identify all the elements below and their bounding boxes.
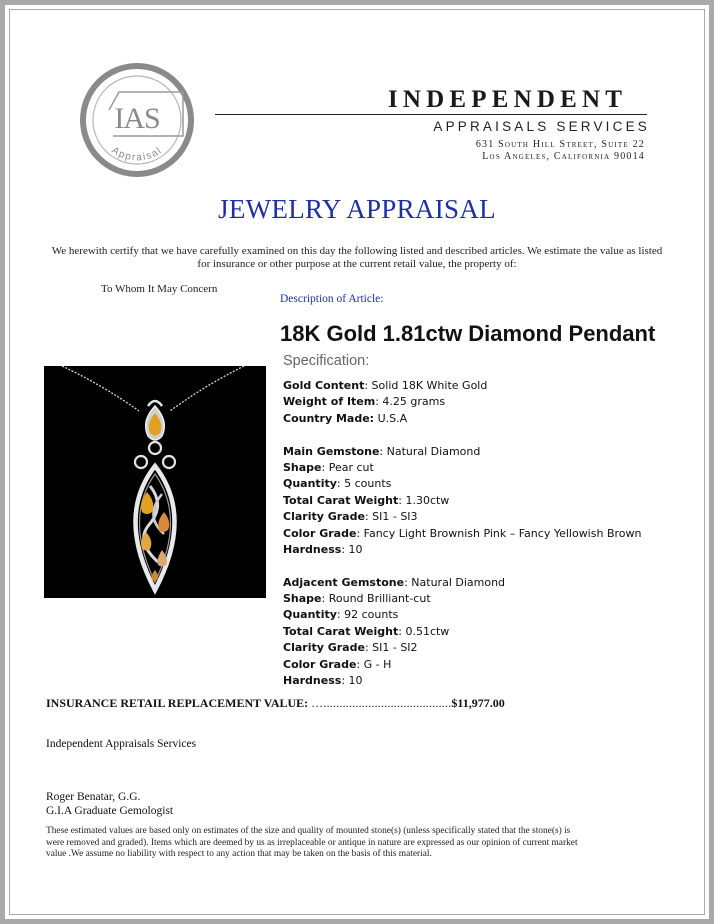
disclaimer: These estimated values are based only on estimates of the size and quality of mounted stone(s) (unless specifically stated that the stone(s) is were removed and graded). Items which are deemed by us as irreplaceable or antique in nature are expressed as our opinion of current market value .We assume no liability with respect to any action that may be taken on the basis of this material.: [46, 826, 578, 860]
spec-country: Country Made: U.S.A: [283, 411, 408, 425]
spec-main-hardness: Hardness: 10: [283, 542, 363, 556]
spec-weight: Weight of Item: 4.25 grams: [283, 395, 446, 409]
description-label: Description of Article:: [280, 293, 384, 305]
certification-text: We herewith certify that we have carefully examined on this day the following listed and described articles. We estimate the value as listed for insurance or other purpose at the current retail value, the property of:: [51, 245, 663, 270]
spec-main-color: Color Grade: Fancy Light Brownish Pink – Fancy Yellowish Brown: [283, 526, 642, 540]
spec-adjacent-gemstone: Adjacent Gemstone: Natural Diamond: [283, 575, 506, 589]
company-name: INDEPENDENT: [388, 86, 628, 113]
signer-name: Roger Benatar, G.G.: [46, 791, 141, 803]
spec-main-clarity: Clarity Grade: SI1 - SI3: [283, 510, 418, 524]
spec-adjacent-color: Color Grade: G - H: [283, 657, 392, 671]
footer-company: Independent Appraisals Services: [46, 738, 197, 750]
insurance-label: INSURANCE RETAIL REPLACEMENT VALUE:: [46, 696, 309, 710]
spec-main-shape: Shape: Pear cut: [283, 460, 374, 474]
company-subtitle: APPRAISALS SERVICES: [433, 119, 650, 134]
company-address-line2: Los Angeles, California 90014: [482, 151, 645, 162]
spec-adjacent-shape: Shape: Round Brilliant-cut: [283, 592, 431, 606]
insurance-value-line: [46, 696, 505, 711]
spec-gold-content: Gold Content: Solid 18K White Gold: [283, 379, 488, 392]
spec-adjacent-quantity: Quantity: 92 counts: [283, 608, 399, 622]
spec-main-gemstone: Main Gemstone: Natural Diamond: [283, 444, 481, 458]
pendant-photo: [44, 366, 266, 598]
insurance-leader-dots: …........................................: [311, 696, 452, 710]
company-address-line1: 631 South Hill Street, Suite 22: [475, 139, 645, 150]
ias-logo: [79, 62, 195, 178]
item-title: 18K Gold 1.81ctw Diamond Pendant: [280, 321, 656, 346]
spec-adjacent-hardness: Hardness: 10: [283, 674, 363, 688]
spec-adjacent-clarity: Clarity Grade: SI1 - SI2: [283, 641, 418, 655]
spec-main-quantity: Quantity: 5 counts: [283, 477, 392, 491]
spec-adjacent-carat: Total Carat Weight: 0.51ctw: [283, 624, 450, 638]
document-title: JEWELRY APPRAISAL: [218, 194, 496, 224]
recipient: To Whom It May Concern: [101, 283, 218, 295]
specification-label: Specification:: [283, 353, 370, 369]
header-divider: [215, 114, 647, 115]
logo-ring-text: Appraisal: [109, 144, 165, 164]
signer-title: G.I.A Graduate Gemologist: [46, 805, 174, 817]
spec-main-carat: Total Carat Weight: 1.30ctw: [283, 493, 450, 507]
svg-text:Appraisal: [110, 145, 165, 164]
logo-monogram: IAS: [114, 102, 160, 135]
signer-block: [46, 790, 173, 818]
insurance-amount: $11,977.00: [451, 696, 505, 710]
specifications: [283, 378, 693, 689]
